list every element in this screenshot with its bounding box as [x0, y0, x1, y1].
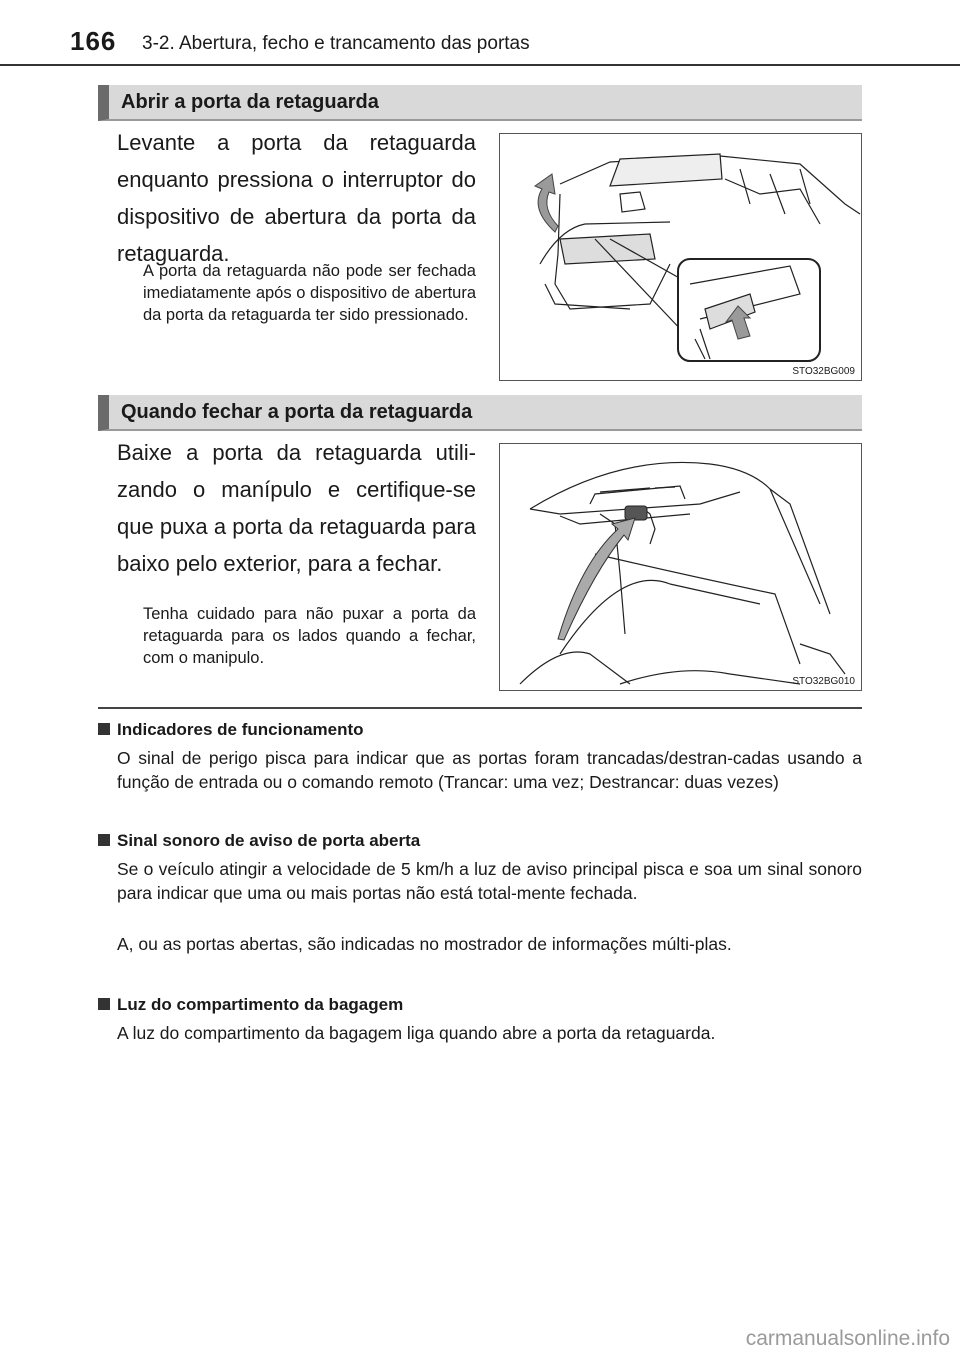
figure-close-tailgate	[499, 443, 862, 691]
square-bullet-icon	[98, 998, 110, 1010]
note-text: Tenha cuidado para não puxar a porta da retaguarda para os lados quando a fechar, com o manipulo.	[143, 605, 476, 667]
header-rule	[0, 64, 960, 66]
info-paragraph: A, ou as portas abertas, são indicadas no mostrador de informações múlti-plas.	[117, 934, 732, 954]
figure-open-tailgate	[499, 133, 862, 381]
info-paragraph: A luz do compartimento da bagagem liga quando abre a porta da retaguarda.	[117, 1023, 716, 1043]
section-title: Abrir a porta da retaguarda	[121, 91, 379, 113]
instruction-text: Baixe a porta da retaguarda utili-zando o manípulo e certifique-se que puxa a porta da retaguarda para baixo pelo exterior, para a fechar.	[117, 440, 476, 576]
info-paragraph: Se o veículo atingir a velocidade de 5 km/h a luz de aviso principal pisca e soa um sinal sonoro para indicar que uma ou mais portas não está total-mente fechada.	[117, 859, 862, 903]
figure-code: STO32BG010	[792, 676, 855, 687]
info-heading-text: Luz do compartimento da bagagem	[117, 995, 404, 1014]
square-bullet-icon	[98, 723, 110, 735]
chapter-title: 3-2. Abertura, fecho e trancamento das portas	[142, 33, 530, 54]
info-heading	[98, 720, 364, 740]
square-bullet-icon	[98, 834, 110, 846]
tailgate-close-illustration	[500, 444, 862, 691]
info-heading-text: Sinal sonoro de aviso de porta aberta	[117, 831, 421, 850]
section-heading-close	[98, 395, 862, 431]
tailgate-open-illustration	[500, 134, 862, 381]
figure-code: STO32BG009	[792, 366, 855, 377]
page-number: 166	[70, 26, 117, 56]
info-heading-text: Indicadores de funcionamento	[117, 720, 364, 739]
instruction-text: Levante a porta da retaguarda enquanto pressiona o interruptor do dispositivo de abertura da porta da retaguarda.	[117, 130, 476, 266]
watermark: carmanualsonline.info	[745, 1327, 950, 1350]
section-title: Quando fechar a porta da retaguarda	[121, 401, 473, 423]
info-heading	[98, 995, 403, 1015]
info-paragraph: O sinal de perigo pisca para indicar que as portas foram trancadas/destran-cadas usando a função de entrada ou o comando remoto (Trancar: uma vez; Destrancar: duas vezes)	[117, 748, 862, 792]
section-divider	[98, 707, 862, 709]
section-heading-open	[98, 85, 862, 121]
info-heading	[98, 831, 420, 851]
note-text: A porta da retaguarda não pode ser fechada imediatamente após o dispositivo de abertura da porta da retaguarda ter sido pressionado.	[143, 262, 476, 324]
